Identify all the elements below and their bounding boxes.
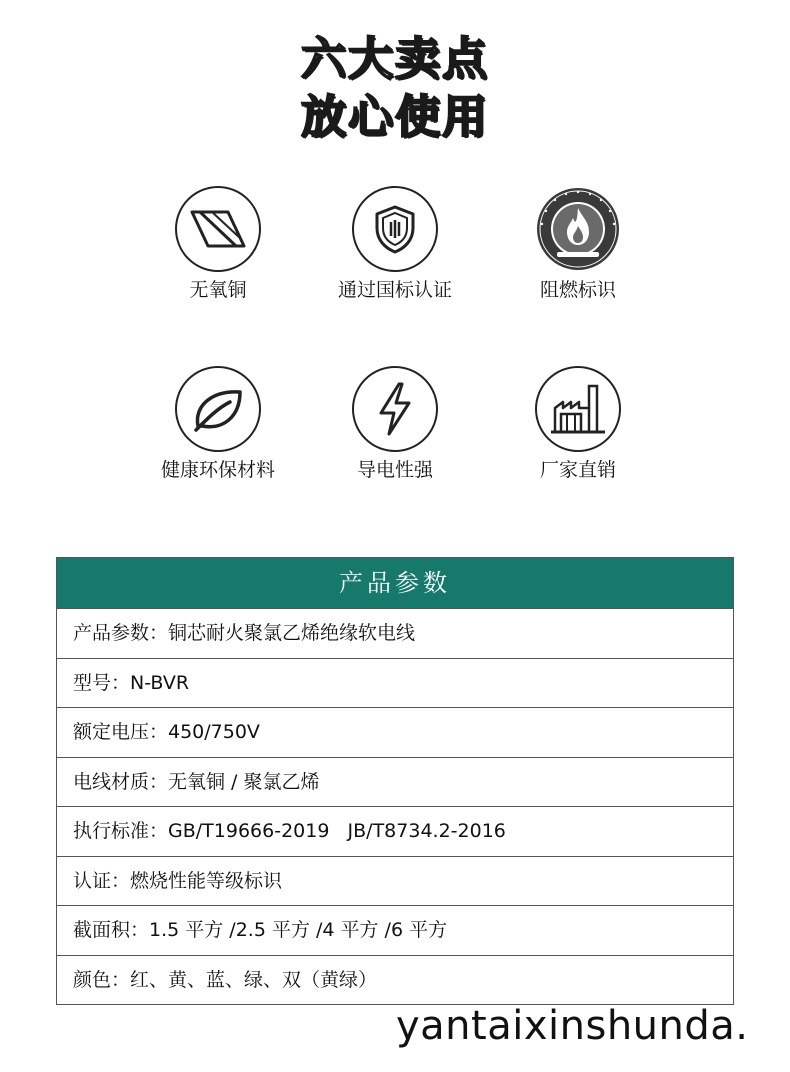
feature-label: 通过国标认证 [337, 279, 452, 301]
feature-label: 阻燃标识 [539, 279, 616, 301]
table-row: 额定电压：450/750V [57, 707, 733, 757]
table-row: 认证：燃烧性能等级标识 [57, 856, 733, 906]
headline-line-2: 放心使用 [300, 90, 489, 143]
feature-national-standard [305, 186, 485, 302]
headline-line-1: 六大卖点 [300, 32, 489, 85]
feature-oxygen-free-copper [128, 186, 308, 302]
feature-flame-retardant [488, 186, 668, 302]
leaf-icon [175, 366, 261, 452]
lightning-icon [352, 366, 438, 452]
feature-label: 健康环保材料 [160, 459, 275, 481]
shield-icon [352, 186, 438, 272]
table-row: 颜色：红、黄、蓝、绿、双（黄绿） [57, 955, 733, 1005]
table-row: 电线材质：无氧铜 / 聚氯乙烯 [57, 757, 733, 807]
feature-eco-material [128, 366, 308, 482]
table-row: 截面积：1.5 平方 /2.5 平方 /4 平方 /6 平方 [57, 905, 733, 955]
table-header: 产品参数 [57, 558, 733, 608]
feature-factory-direct [488, 366, 668, 482]
table-row: 型号：N-BVR [57, 658, 733, 708]
product-parameters-table [56, 557, 734, 1005]
watermark-text: yantaixinshunda. [396, 1003, 749, 1049]
table-row: 执行标准：GB/T19666-2019 JB/T8734.2-2016 [57, 806, 733, 856]
table-row: 产品参数：铜芯耐火聚氯乙烯绝缘软电线 [57, 608, 733, 658]
parallelogram-icon [175, 186, 261, 272]
feature-label: 导电性强 [356, 459, 433, 481]
feature-label: 厂家直销 [539, 459, 616, 481]
factory-icon [535, 366, 621, 452]
flame-retardant-seal-icon [535, 186, 621, 272]
feature-label: 无氧铜 [189, 279, 247, 301]
feature-conductivity [305, 366, 485, 482]
